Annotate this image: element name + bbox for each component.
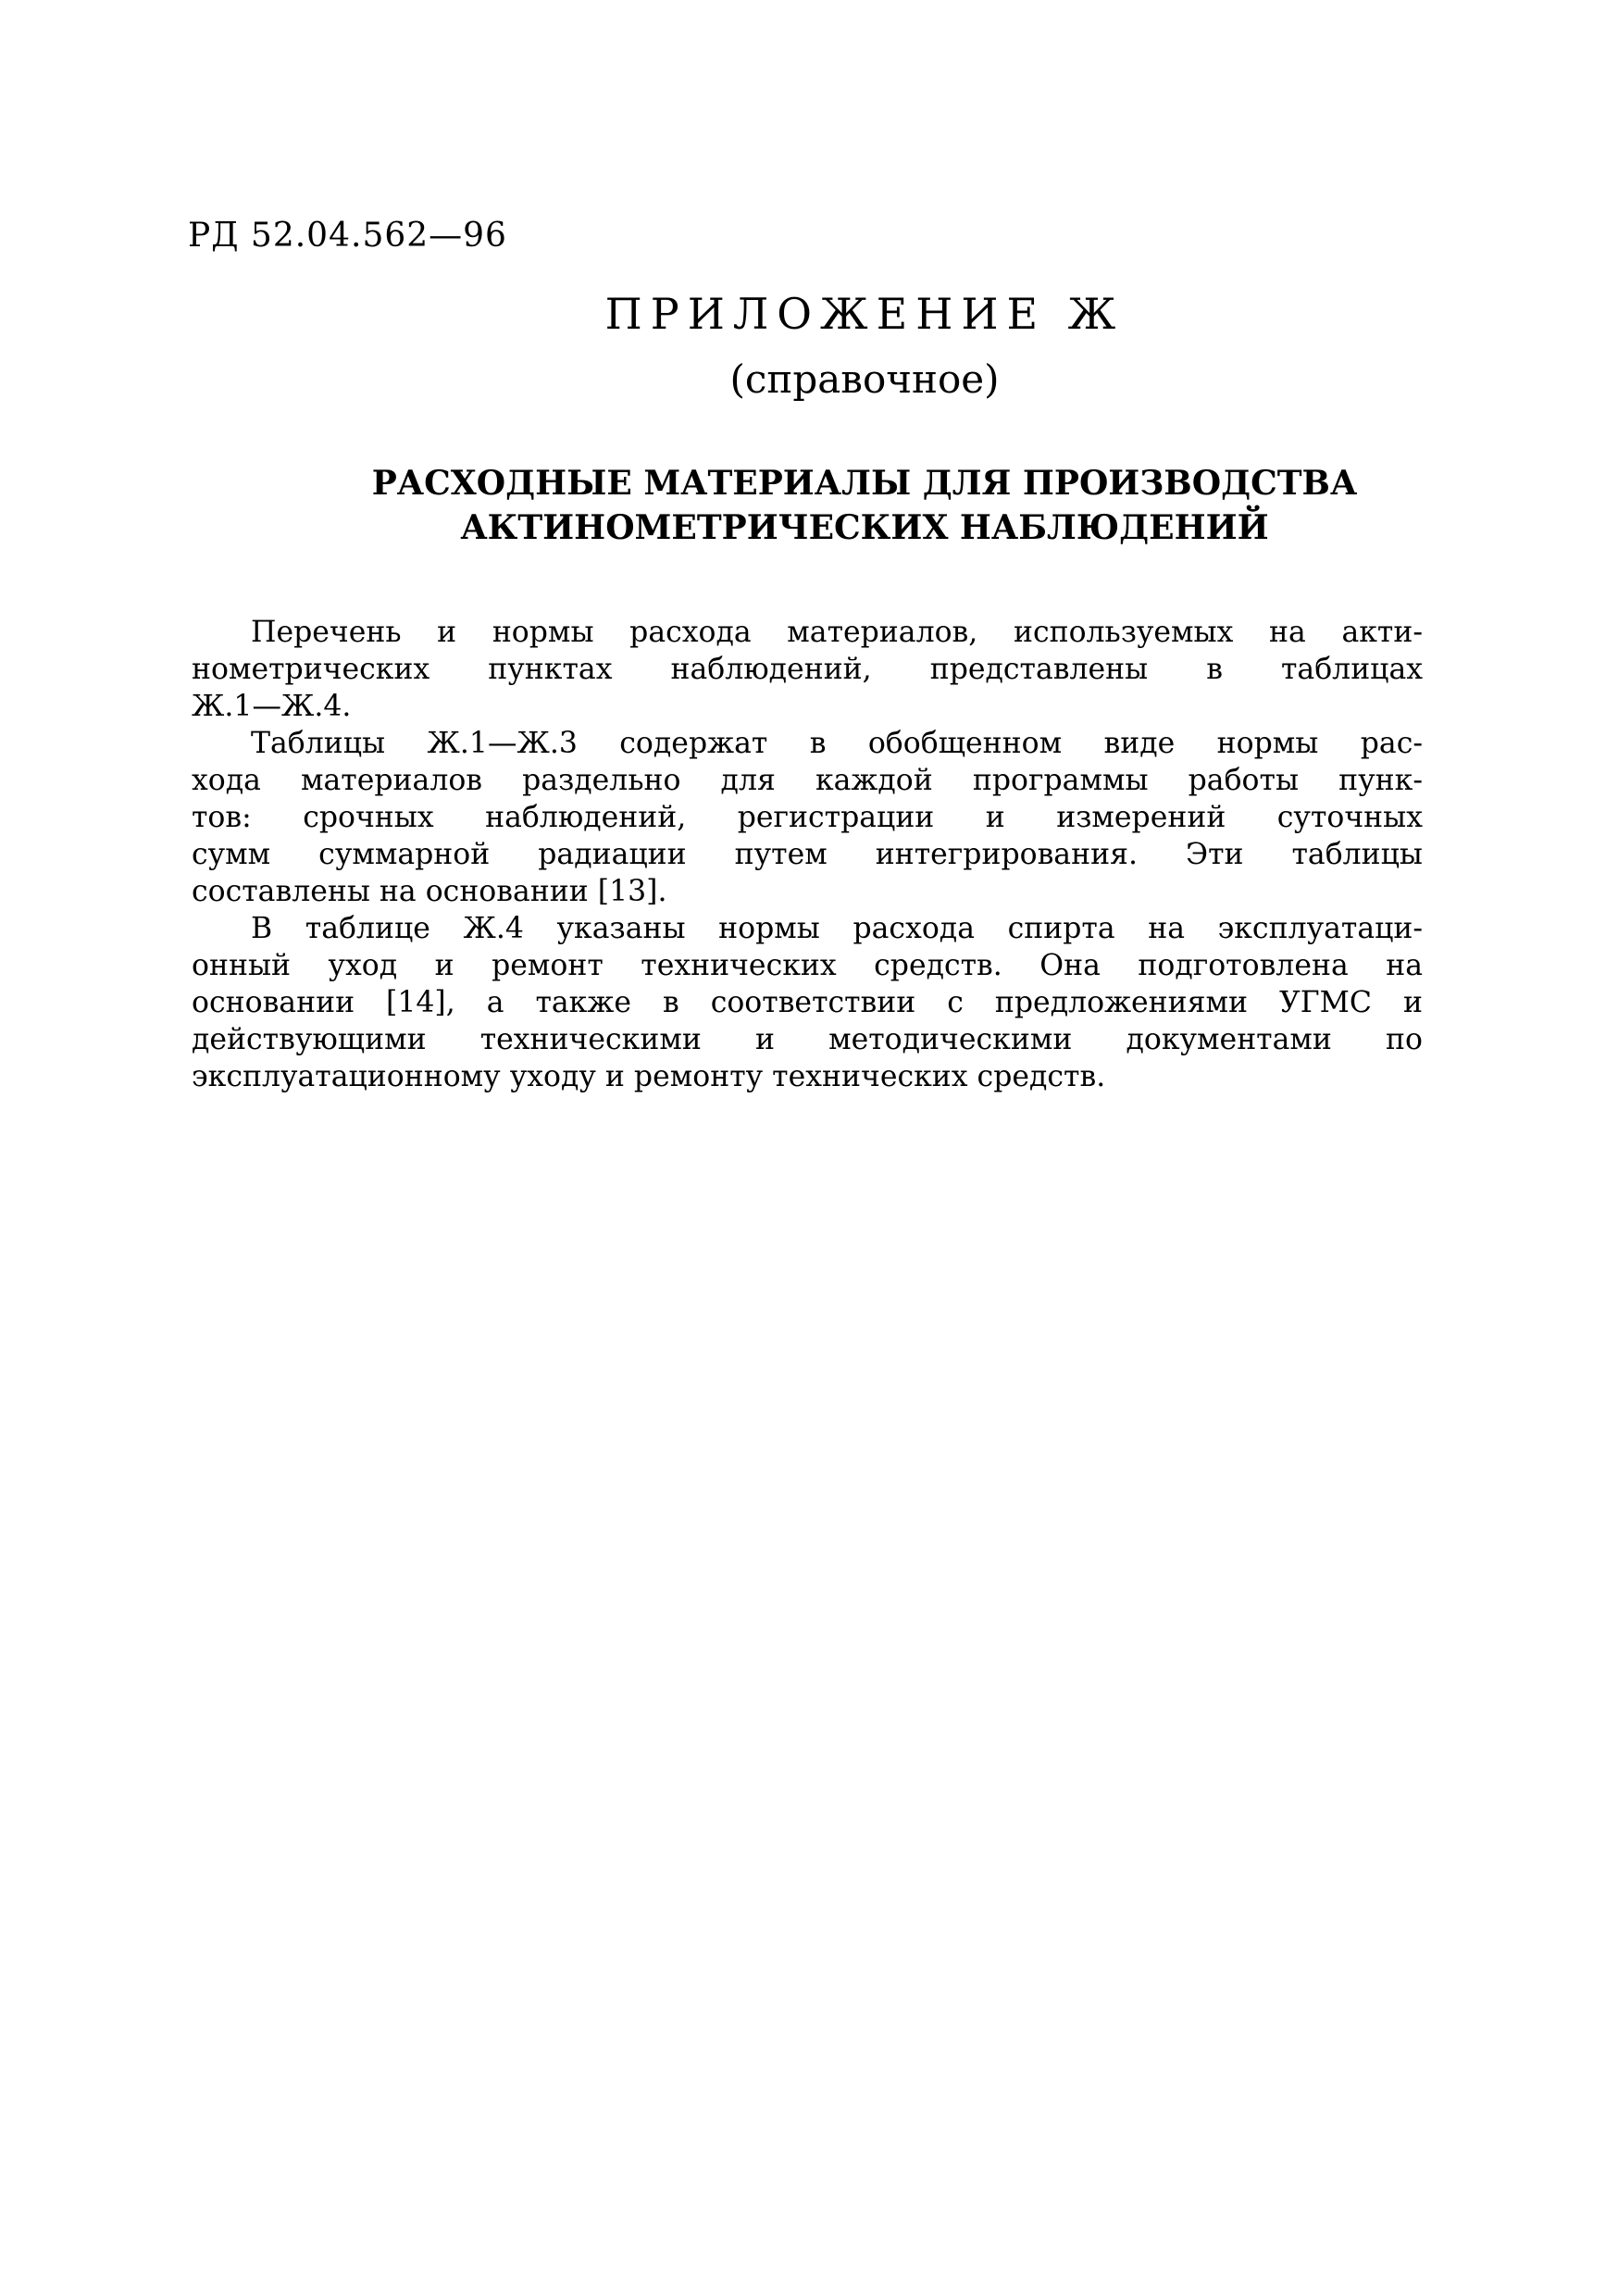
paragraph-line: действующими техническими и методическими документами по — [192, 1023, 1423, 1056]
paragraph-line: В таблице Ж.4 указаны нормы расхода спирта на эксплуатаци- — [251, 912, 1423, 945]
paragraph-line: составлены на основании [13]. — [192, 875, 667, 908]
paragraph-line: Таблицы Ж.1—Ж.3 содержат в обобщенном виде нормы рас- — [251, 727, 1423, 760]
paragraph-line: Перечень и нормы расхода материалов, используемых на акти- — [251, 616, 1423, 649]
section-title-line-1: РАСХОДНЫЕ МАТЕРИАЛЫ ДЛЯ ПРОИЗВОДСТВА — [371, 464, 1358, 503]
paragraph-line: хода материалов раздельно для каждой программы работы пунк- — [192, 764, 1423, 797]
paragraph-1 — [192, 614, 1423, 725]
paragraph-line: онный уход и ремонт технических средств. Она подготовлена на — [192, 949, 1423, 982]
paragraph-line: нометрических пунктах наблюдений, представлены в таблицах — [192, 653, 1423, 686]
body-text — [192, 614, 1423, 1095]
appendix-title: ПРИЛОЖЕНИЕ Ж — [604, 289, 1125, 339]
paragraph-line: сумм суммарной радиации путем интегрирования. Эти таблицы — [192, 838, 1423, 871]
paragraph-line: Ж.1—Ж.4. — [192, 690, 352, 723]
section-title-line-2: АКТИНОМЕТРИЧЕСКИХ НАБЛЮДЕНИЙ — [460, 508, 1269, 547]
paragraph-line: основании [14], а также в соответствии с предложениями УГМС и — [192, 986, 1423, 1019]
section-title — [0, 461, 1618, 550]
appendix-subtitle: (справочное) — [729, 356, 1000, 402]
document-code: РД 52.04.562—96 — [188, 217, 507, 255]
paragraph-line: тов: срочных наблюдений, регистрации и измерений суточных — [192, 801, 1423, 834]
paragraph-3 — [192, 910, 1423, 1095]
paragraph-2 — [192, 725, 1423, 910]
paragraph-line: эксплуатационному уходу и ремонту технических средств. — [192, 1060, 1106, 1093]
